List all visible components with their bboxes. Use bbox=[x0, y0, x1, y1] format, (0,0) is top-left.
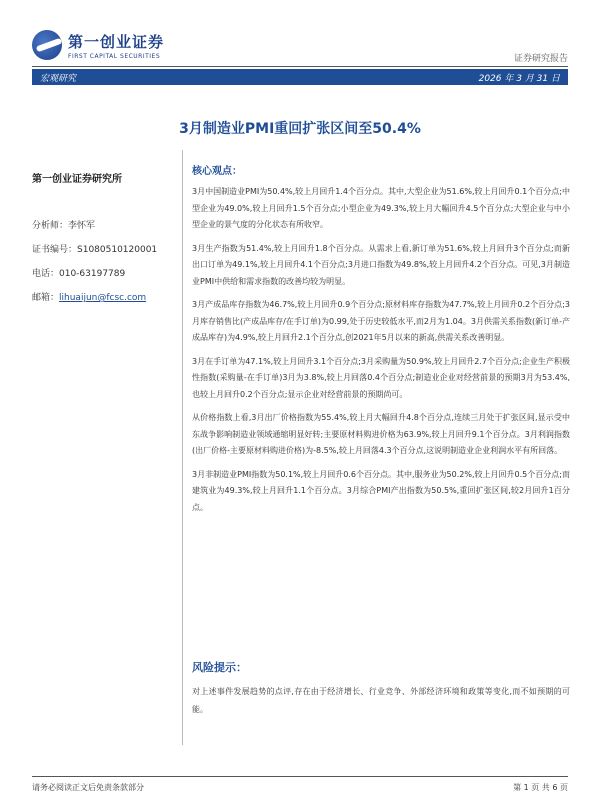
paragraph: 3月产成品库存指数为46.7%,较上月回升0.9个百分点;原材料库存指数为47.7%,较上月回升0.2个百分点;3月库存销售比(产成品库存/在手订单)为0.99,处于历史较低水平,而2月为1.04。3月供需关系指数(新订单-产成品库存)为4.9%,较上月回升2.1个百分点,创2021年5月以来的新高,供需关系改善明显。 bbox=[192, 300, 570, 342]
paragraph: 3月中国制造业PMI为50.4%,较上月回升1.4个百分点。其中,大型企业为51.6%,较上月回升0.1个百分点;中型企业为49.0%,较上月回升1.5个百分点;小型企业为49.3%,较上月大幅回升4.5个百分点;大型企业与中小型企业的景气度的分化状态有所收窄。 bbox=[192, 187, 570, 229]
report-date: 2026 年 3 月 31 日 bbox=[478, 73, 560, 84]
core-views bbox=[192, 162, 570, 523]
category-banner bbox=[32, 69, 568, 85]
paragraph: 3月在手订单为47.1%,较上月回升3.1个百分点;3月采购量为50.9%,较上月回升2.7个百分点;企业生产积极性指数(采购量-在手订单)3月为3.8%,较上月回落0.4个百分点;制造业企业对经营前景的预期3月为53.4%,也较上月回升0.2个百分点;显示企业对经营前景的预期尚可。 bbox=[192, 356, 570, 399]
report-type: 证券研究报告 bbox=[513, 54, 568, 64]
core-views-heading: 核心观点： bbox=[192, 166, 242, 177]
analyst-cert: 证书编号：S1080510120001 bbox=[32, 245, 158, 255]
column-divider bbox=[182, 150, 183, 745]
paragraph: 3月非制造业PMI指数为50.1%,较上月回升0.6个百分点。其中,服务业为50.2%,较上月回升0.5个百分点;而建筑业为49.3%,较上月回升1.1个百分点。3月综合PMI产出指数为50.5%,重回扩张区间,较2月回升1百分点。 bbox=[192, 469, 570, 512]
report-title: 3月制造业PMI重回扩张区间至50.4% bbox=[179, 121, 421, 137]
risk-text: 对上述事件发展趋势的点评,存在由于经济增长、行业竞争、外部经济环境和政策等变化,而不如预期的可能。 bbox=[192, 687, 570, 714]
header-divider bbox=[32, 66, 568, 67]
footer-disclaimer: 请务必阅读正文后免责条款部分 bbox=[32, 783, 144, 792]
company-logo bbox=[32, 30, 164, 60]
institute-name: 第一创业证券研究所 bbox=[32, 174, 122, 185]
risk-section bbox=[192, 659, 570, 726]
risk-heading: 风险提示： bbox=[192, 661, 247, 674]
paragraph: 3月生产指数为51.4%,较上月回升1.8个百分点。从需求上看,新订单为51.6%,较上月回升3个百分点;而新出口订单为49.1%,较上月回升4.1个百分点;3月进口指数为49.8%,较上月回升4.2个百分点。可见,3月制造业PMI中供给和需求指数的改善均较为明显。 bbox=[192, 243, 570, 286]
category-label: 宏观研究 bbox=[40, 73, 77, 84]
analyst-name: 分析师：李怀军 bbox=[32, 221, 96, 231]
analyst-email-row bbox=[32, 290, 182, 314]
email-label: 邮箱： bbox=[32, 293, 60, 303]
analyst-email-link[interactable]: lihuaijun@fcsc.com bbox=[59, 293, 147, 303]
analyst-phone: 电话：010-63197789 bbox=[32, 269, 126, 279]
logo-name-en: FIRST CAPITAL SECURITIES bbox=[68, 52, 161, 60]
analyst-info bbox=[32, 218, 182, 314]
company-logo-icon bbox=[32, 30, 62, 60]
logo-name-cn: 第一创业证券 bbox=[68, 32, 165, 51]
page-number: 第 1 页 共 6 页 bbox=[513, 783, 568, 792]
footer-divider bbox=[32, 776, 568, 777]
paragraph: 从价格指数上看,3月出厂价格指数为55.4%,较上月大幅回升4.8个百分点,连续三月处于扩张区间,显示受中东战争影响制造业领域通缩明显好转;主要原材料购进价格为63.9%,较上月回升9.1个百分点。3月利润指数(出厂价格-主要原材料购进价格)为-8.5%,较上月回落4.3个百分点,这说明制造业企业利润水平有所回落。 bbox=[192, 413, 570, 455]
sidebar bbox=[32, 170, 177, 185]
